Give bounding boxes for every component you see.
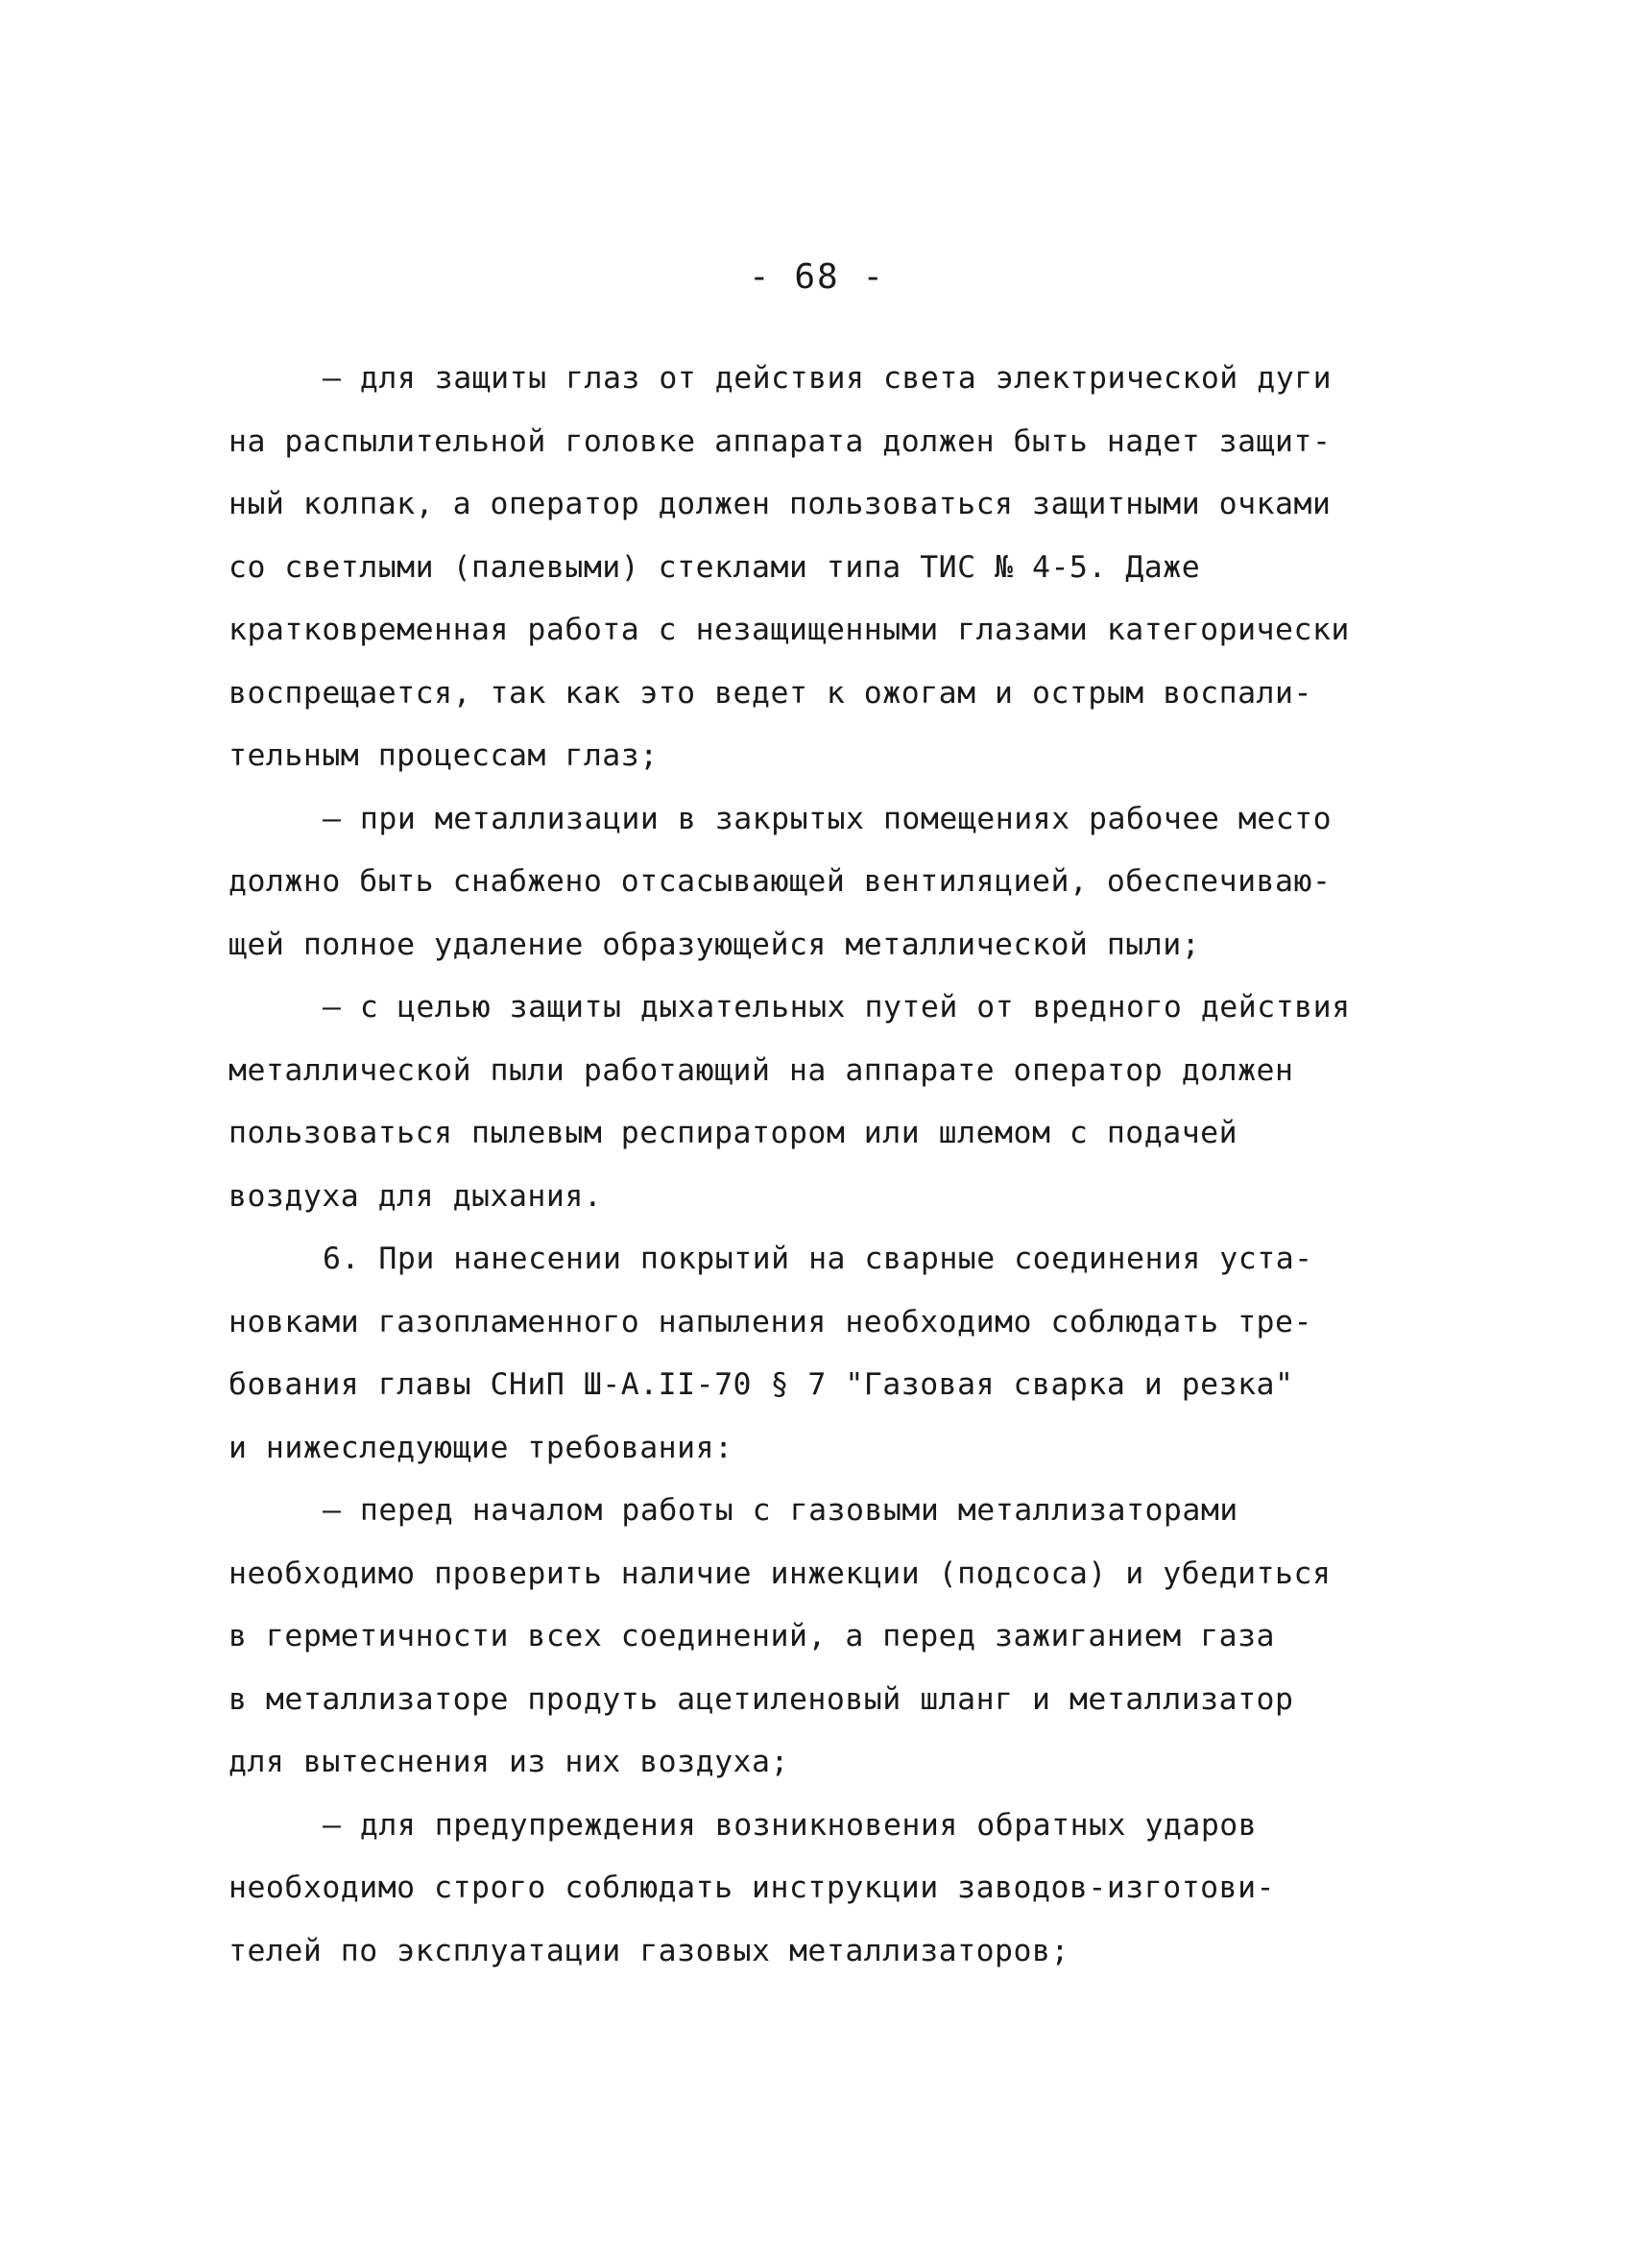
text-line: бования главы СНиП Ш-А.II-70 § 7 "Газовая сварка и резка" — [228, 1367, 1294, 1402]
body-text — [228, 348, 1409, 1983]
text-line: в металлизаторе продуть ацетиленовый шланг и металлизатор — [228, 1681, 1294, 1717]
text-line: 6. При нанесении покрытий на сварные соединения уста- — [323, 1242, 1313, 1276]
text-line: кратковременная работа с незащищенными глазами категорически — [228, 613, 1350, 647]
text-line: воздуха для дыхания. — [228, 1178, 603, 1214]
text-line: – для защиты глаз от действия света электрической дуги — [323, 361, 1333, 396]
text-line: ный колпак, а оператор должен пользоваться защитными очками — [228, 487, 1332, 521]
text-line: металлической пыли работающий на аппарате оператор должен — [228, 1052, 1294, 1088]
text-line: телей по эксплуатации газовых металлизаторов; — [228, 1933, 1069, 1968]
text-line: воспрещается, так как это ведет к ожогам и острым воспали- — [228, 675, 1312, 711]
text-line: новками газопламенного напыления необходимо соблюдать тре- — [228, 1304, 1312, 1339]
page-number: - 68 - — [748, 257, 886, 297]
text-line: – при металлизации в закрытых помещениях рабочее место — [323, 801, 1333, 836]
text-line: – перед началом работы с газовыми металлизаторами — [323, 1493, 1238, 1528]
text-line: необходимо строго соблюдать инструкции заводов-изготови- — [228, 1870, 1276, 1905]
text-line: для вытеснения из них воздуха; — [228, 1745, 789, 1779]
text-line: должно быть снабжено отсасывающей вентиляцией, обеспечиваю- — [228, 864, 1332, 899]
text-line: в герметичности всех соединений, а перед зажиганием газа — [228, 1619, 1276, 1653]
text-line: – с целью защиты дыхательных путей от вредного действия — [323, 990, 1351, 1025]
text-line: необходимо проверить наличие инжекции (подсоса) и убедиться — [228, 1556, 1332, 1591]
text-line: тельным процессам глаз; — [228, 738, 659, 773]
text-line: со светлыми (палевыми) стеклами типа ТИС № 4-5. Даже — [228, 549, 1201, 585]
text-line: на распылительной головке аппарата должен быть надет защит- — [228, 423, 1332, 459]
text-line: пользоваться пылевым респиратором или шлемом с подачей — [228, 1116, 1238, 1150]
text-line: щей полное удаление образующейся металлической пыли; — [228, 927, 1201, 962]
text-line: – для предупреждения возникновения обратных ударов — [323, 1807, 1258, 1843]
text-line: и нижеследующие требования: — [228, 1430, 733, 1465]
